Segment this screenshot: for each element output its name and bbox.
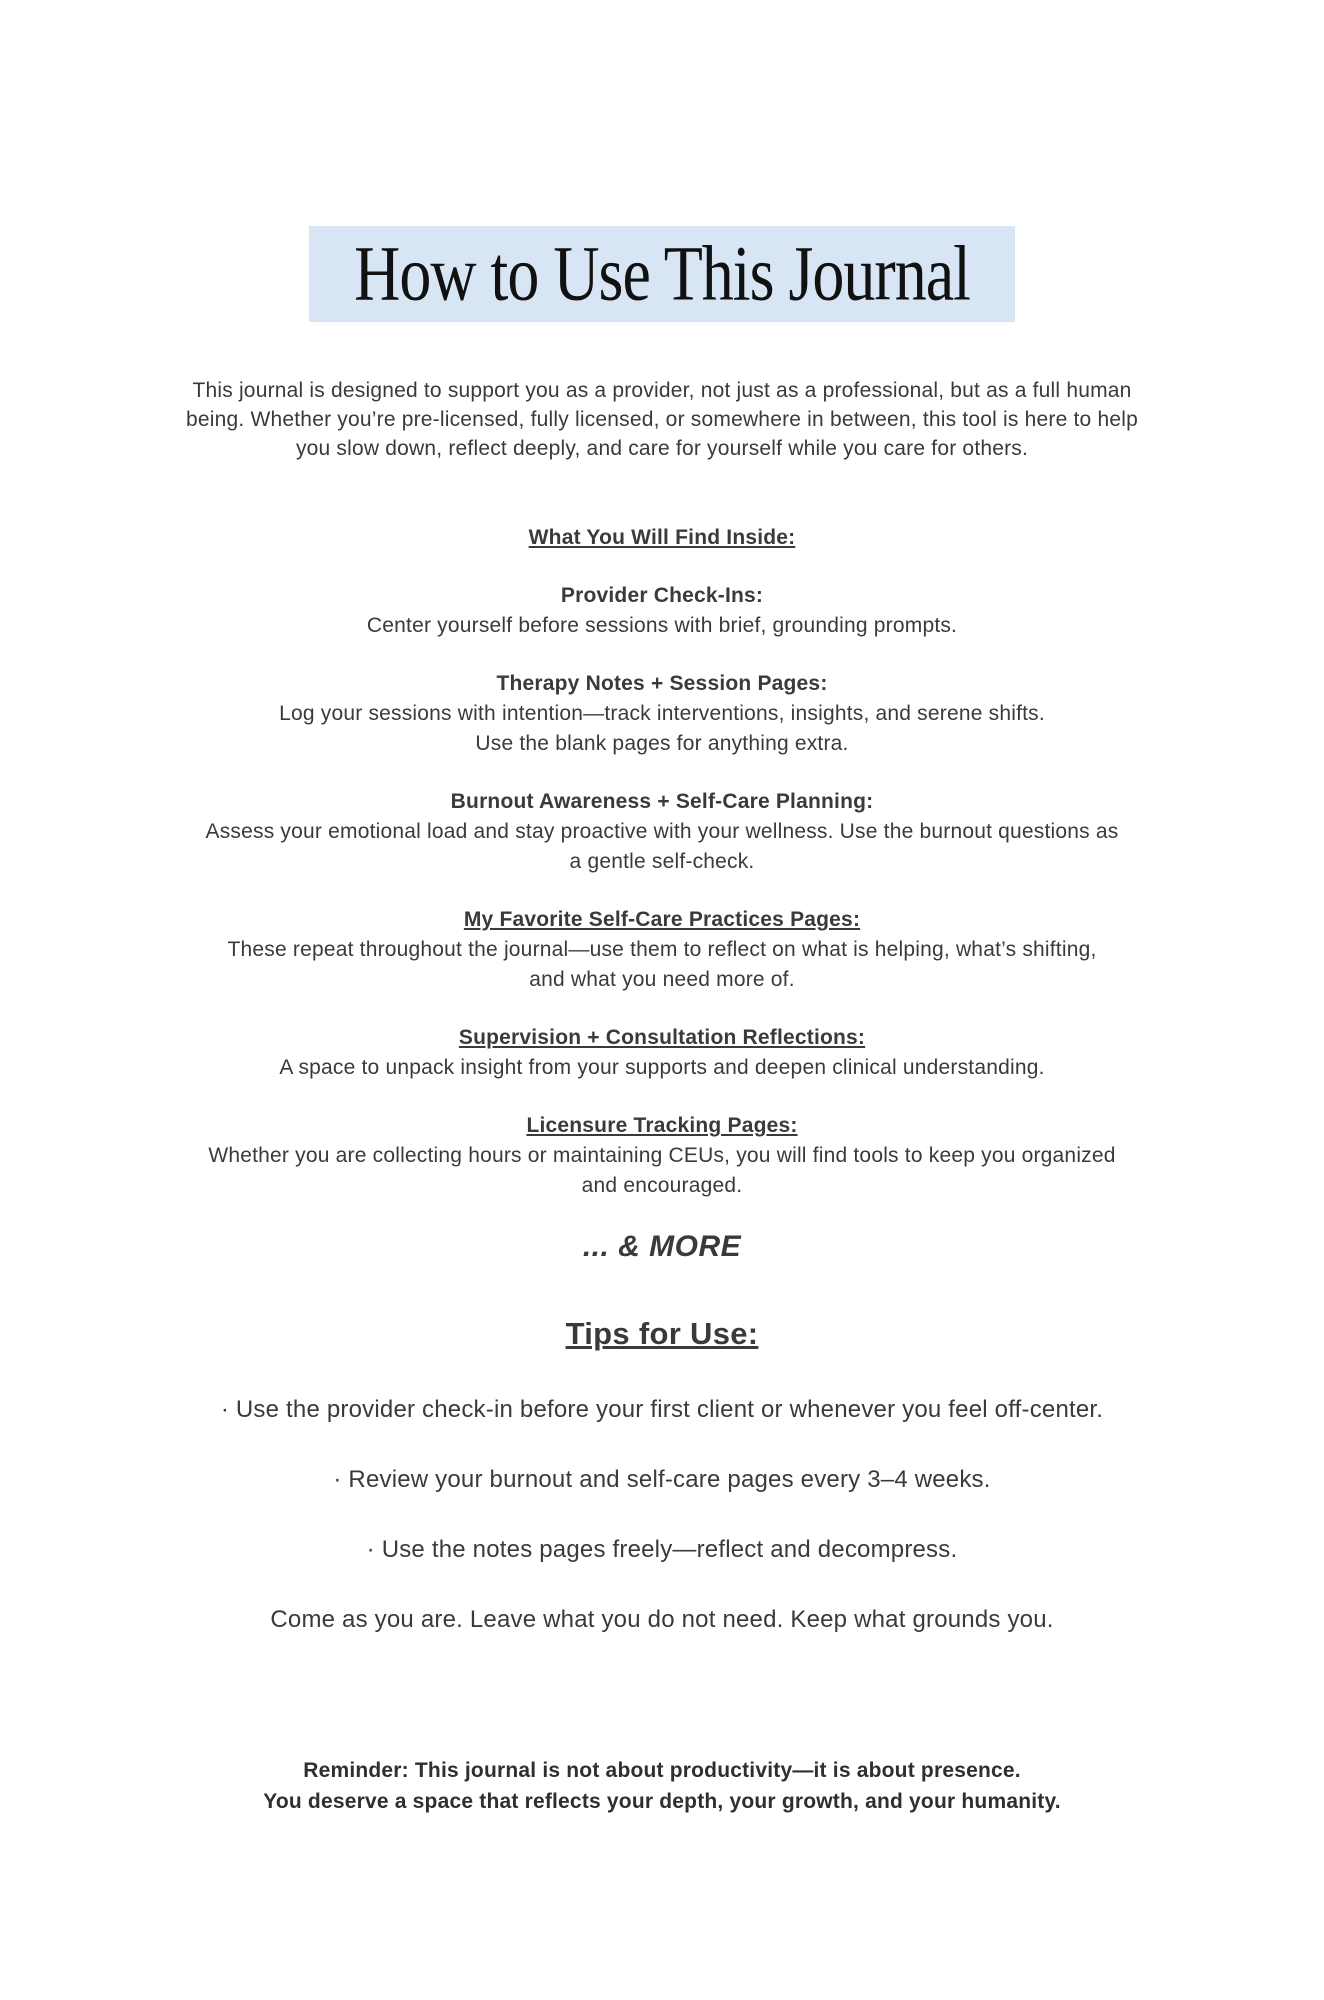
section-line: a gentle self-check. [569,850,755,873]
reminder-line: Reminder: This journal is not about productivity—it is about presence. [303,1759,1021,1782]
section-line: Whether you are collecting hours or maintaining CEUs, you will find tools to keep you organized [208,1144,1116,1167]
section-heading: Supervision + Consultation Reflections: [458,1026,866,1049]
tip-item: · Use the provider check-in before your first client or whenever you feel off-center. [220,1396,1104,1423]
section-licensure-tracking [82,1111,1242,1201]
section-line: and what you need more of. [529,968,795,991]
intro-line: This journal is designed to support you as a provider, not just as a professional, but as a full human [192,379,1132,402]
section-line: Use the blank pages for anything extra. [475,732,849,755]
tip-item: · Review your burnout and self-care pages every 3–4 weeks. [333,1466,991,1493]
tips-heading: Tips for Use: [565,1316,759,1351]
page-content [82,376,1242,1817]
section-supervision-consultation [82,1023,1242,1083]
section-heading: Burnout Awareness + Self-Care Planning: [450,790,874,813]
section-line: A space to unpack insight from your supports and deepen clinical understanding. [279,1056,1045,1079]
intro-line: being. Whether you’re pre-licensed, fully licensed, or somewhere in between, this tool is here to help [186,408,1138,431]
inside-heading: What You Will Find Inside: [528,526,796,549]
section-heading: Licensure Tracking Pages: [526,1114,798,1137]
section-heading: My Favorite Self-Care Practices Pages: [463,908,861,931]
intro-line: you slow down, reflect deeply, and care for yourself while you care for others. [295,437,1029,460]
section-line: Assess your emotional load and stay proactive with your wellness. Use the burnout questions as [205,820,1119,843]
title-banner [309,226,1015,322]
section-heading: Therapy Notes + Session Pages: [496,672,828,695]
section-line: Log your sessions with intention—track interventions, insights, and serene shifts. [279,702,1045,725]
and-more-text: ... & MORE [582,1230,742,1263]
section-self-care-practices [82,905,1242,995]
reminder-note [82,1755,1242,1817]
section-therapy-notes [82,669,1242,759]
section-line: and encouraged. [581,1174,743,1197]
section-provider-check-ins [82,581,1242,641]
closing-line: Come as you are. Leave what you do not need. Keep what grounds you. [270,1606,1054,1633]
intro-paragraph [82,376,1242,463]
section-heading: Provider Check-Ins: [560,584,764,607]
section-burnout-awareness [82,787,1242,877]
section-line: These repeat throughout the journal—use them to reflect on what is helping, what’s shifting, [227,938,1097,961]
section-line: Center yourself before sessions with brief, grounding prompts. [366,614,958,637]
tip-item: · Use the notes pages freely—reflect and decompress. [366,1536,958,1563]
page-title: How to Use This Journal [354,230,970,317]
reminder-line: You deserve a space that reflects your depth, your growth, and your humanity. [263,1790,1061,1813]
